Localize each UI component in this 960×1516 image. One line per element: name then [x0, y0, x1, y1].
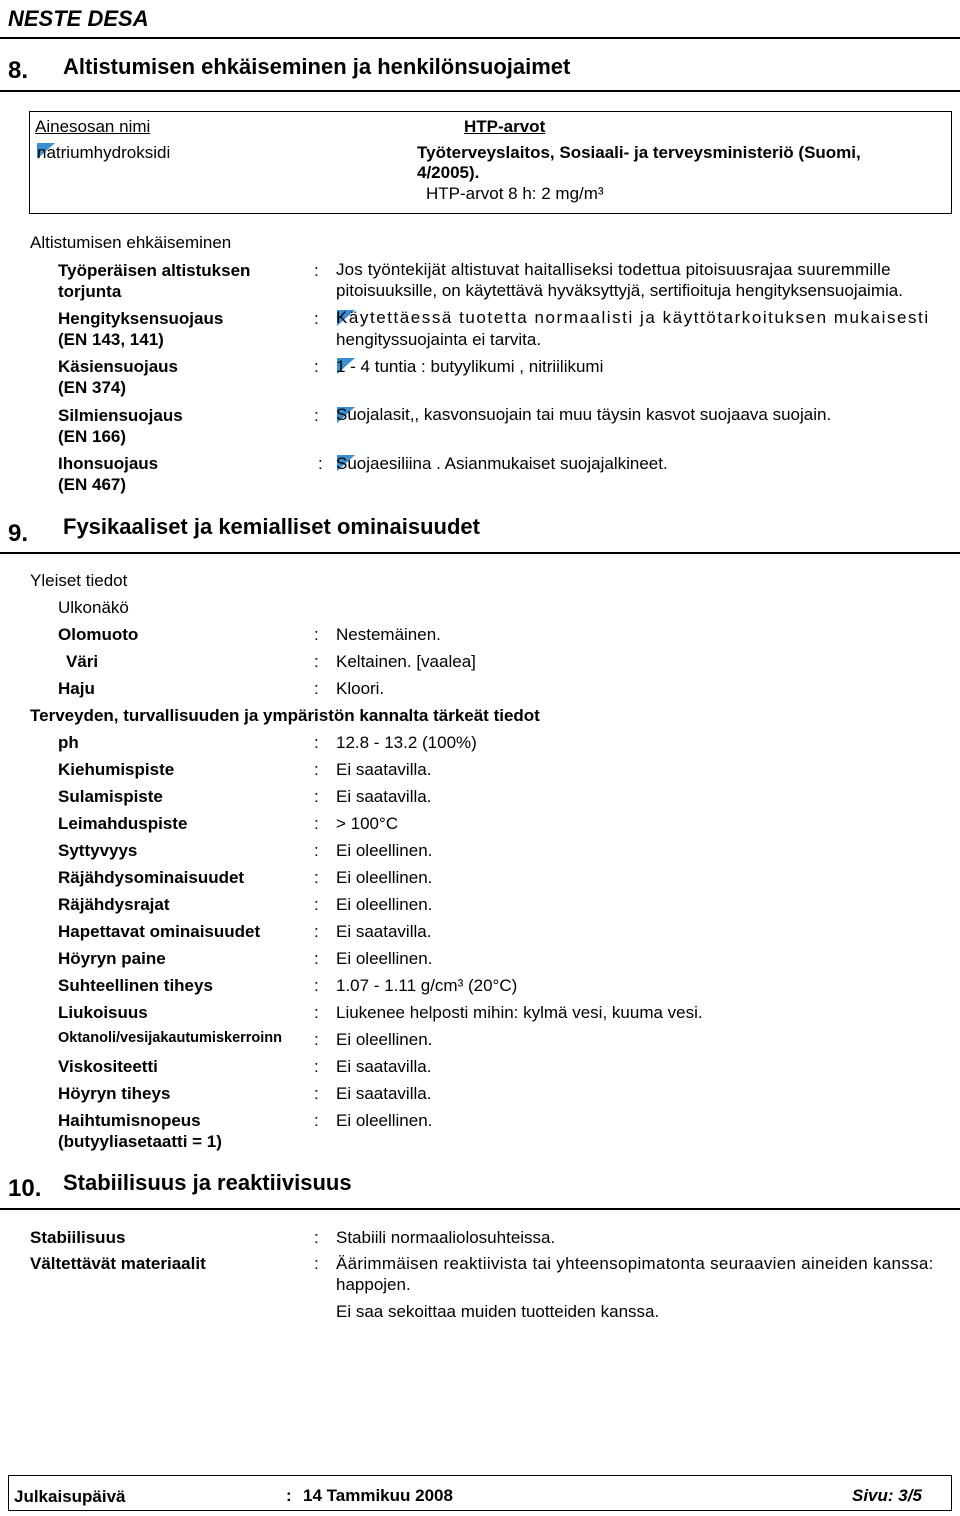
- prop-label: Suhteellinen tiheys: [58, 976, 213, 995]
- color-label: Väri: [66, 652, 99, 671]
- section-8-number: 8.: [8, 57, 29, 84]
- prop-label: Räjähdysominaisuudet: [58, 868, 245, 887]
- htp-value: HTP-arvot 8 h: 2 mg/m³: [426, 184, 604, 203]
- avoid-label: Vältettävät materiaalit: [30, 1254, 206, 1273]
- colon: :: [314, 976, 319, 995]
- prop-value: 12.8 - 13.2 (100%): [336, 733, 477, 752]
- colon: :: [314, 868, 319, 887]
- section-9-rule: [0, 552, 960, 554]
- item-text: pitoisuuksille, on käytettävä hyväksyttyjä, sertifioituja hengityksensuojaimia.: [336, 281, 903, 300]
- colon: :: [314, 1254, 319, 1273]
- prop-label: Oktanoli/vesijakautumiskerroinn: [58, 1030, 283, 1046]
- item-text: Suojalasit,, kasvonsuojain tai muu täysin kasvot suojaava suojain.: [336, 405, 832, 424]
- colon: :: [318, 454, 323, 473]
- colon: :: [314, 406, 319, 425]
- prop-label: Höyryn tiheys: [58, 1084, 171, 1103]
- prop-value: Ei oleellinen.: [336, 868, 433, 887]
- colon: :: [314, 841, 319, 860]
- prop-label: Haihtumisnopeus: [58, 1111, 201, 1130]
- colon: :: [314, 1111, 319, 1130]
- prop-label: Räjähdysrajat: [58, 895, 170, 914]
- colon: :: [314, 309, 319, 328]
- prop-value: Ei saatavilla.: [336, 787, 432, 806]
- prop-label: (butyyliasetaatti = 1): [58, 1132, 222, 1151]
- prop-value: Ei oleellinen.: [336, 1030, 433, 1049]
- colon: :: [314, 1084, 319, 1103]
- ingredient-name: natriumhydroksidi: [37, 143, 171, 162]
- item-label: torjunta: [58, 282, 122, 301]
- prop-value: Ei saatavilla.: [336, 1084, 432, 1103]
- brand-name: NESTE DESA: [8, 6, 149, 31]
- item-label: (EN 374): [58, 378, 127, 397]
- footer-date: 14 Tammikuu 2008: [303, 1486, 453, 1505]
- avoid-value: Äärimmäisen reaktiivista tai yhteensopimatonta seuraavien aineiden kanssa:: [336, 1254, 934, 1273]
- prop-label: ph: [58, 733, 79, 752]
- item-label: (EN 467): [58, 475, 127, 494]
- item-label: Silmiensuojaus: [58, 406, 183, 425]
- stability-value: Stabiili normaaliolosuhteissa.: [336, 1228, 556, 1247]
- prop-label: Leimahduspiste: [58, 814, 188, 833]
- colon: :: [314, 949, 319, 968]
- prop-label: Liukoisuus: [58, 1003, 148, 1022]
- colon: :: [314, 814, 319, 833]
- general-heading: Yleiset tiedot: [30, 571, 128, 590]
- avoid-value: happojen.: [336, 1275, 411, 1294]
- htp-source-line1: Työterveyslaitos, Sosiaali- ja terveysministeriö (Suomi,: [417, 143, 861, 162]
- prop-value: > 100°C: [336, 814, 399, 833]
- stability-label: Stabiilisuus: [30, 1228, 126, 1247]
- colon: :: [314, 1228, 319, 1247]
- item-text: Käytettäessä tuotetta normaalisti ja käyttötarkoituksen mukaisesti: [336, 308, 930, 327]
- footer-colon: :: [286, 1486, 292, 1505]
- prop-label: Höyryn paine: [58, 949, 166, 968]
- section-10-rule: [0, 1208, 960, 1210]
- section-8-title: Altistumisen ehkäiseminen ja henkilönsuojaimet: [63, 54, 571, 79]
- header-rule: [0, 37, 960, 39]
- prop-value: Ei saatavilla.: [336, 922, 432, 941]
- item-text: hengityssuojainta ei tarvita.: [336, 330, 542, 349]
- item-label: Työperäisen altistuksen: [58, 261, 251, 280]
- colon: :: [314, 679, 319, 698]
- color-value: Keltainen. [vaalea]: [336, 652, 476, 671]
- form-value: Nestemäinen.: [336, 625, 441, 644]
- section-10-title: Stabiilisuus ja reaktiivisuus: [63, 1170, 352, 1195]
- item-text: Jos työntekijät altistuvat haitalliseksi todettua pitoisuusrajaa suuremmille: [336, 260, 891, 279]
- prop-label: Hapettavat ominaisuudet: [58, 922, 261, 941]
- prop-label: Kiehumispiste: [58, 760, 175, 779]
- prop-value: Ei oleellinen.: [336, 949, 433, 968]
- colon: :: [314, 1030, 319, 1049]
- colon: :: [314, 760, 319, 779]
- item-label: Ihonsuojaus: [58, 454, 159, 473]
- prop-value: Ei saatavilla.: [336, 760, 432, 779]
- item-label: Hengityksensuojaus: [58, 309, 224, 328]
- item-text: 1 - 4 tuntia : butyylikumi , nitriilikumi: [336, 357, 604, 376]
- form-label: Olomuoto: [58, 625, 139, 644]
- prop-value: Ei saatavilla.: [336, 1057, 432, 1076]
- htp-source-line2: 4/2005).: [417, 163, 480, 182]
- footer: [8, 1475, 952, 1511]
- colon: :: [314, 1003, 319, 1022]
- section-10-number: 10.: [8, 1175, 42, 1202]
- appearance-label: Ulkonäkö: [58, 598, 129, 617]
- prop-label: Viskositeetti: [58, 1057, 158, 1076]
- footer-date-label: Julkaisupäivä: [14, 1487, 126, 1506]
- prop-value: Liukenee helposti mihin: kylmä vesi, kuuma vesi.: [336, 1003, 703, 1022]
- odor-label: Haju: [58, 679, 95, 698]
- colon: :: [314, 733, 319, 752]
- colon: :: [314, 922, 319, 941]
- odor-value: Kloori.: [336, 679, 385, 698]
- prop-label: Sulamispiste: [58, 787, 163, 806]
- prop-value: 1.07 - 1.11 g/cm³ (20°C): [336, 976, 518, 995]
- prop-value: Ei oleellinen.: [336, 841, 433, 860]
- prop-value: Ei oleellinen.: [336, 1111, 433, 1130]
- colon: :: [314, 895, 319, 914]
- prop-label: Syttyvyys: [58, 841, 138, 860]
- health-heading: Terveyden, turvallisuuden ja ympäristön kannalta tärkeät tiedot: [30, 706, 540, 725]
- colon: :: [314, 1057, 319, 1076]
- section-9-number: 9.: [8, 520, 29, 547]
- footer-page: Sivu: 3/5: [852, 1486, 922, 1505]
- colon: :: [314, 357, 319, 376]
- colon: :: [314, 261, 319, 280]
- table-header-htp: HTP-arvot: [464, 117, 546, 136]
- section-9-title: Fysikaaliset ja kemialliset ominaisuudet: [63, 514, 480, 539]
- exposure-heading: Altistumisen ehkäiseminen: [30, 233, 232, 252]
- item-label: (EN 143, 141): [58, 330, 164, 349]
- colon: :: [314, 625, 319, 644]
- colon: :: [314, 652, 319, 671]
- prop-value: Ei oleellinen.: [336, 895, 433, 914]
- table-header-ingredient: Ainesosan nimi: [35, 117, 151, 136]
- item-label: (EN 166): [58, 427, 127, 446]
- item-label: Käsiensuojaus: [58, 357, 178, 376]
- avoid-value: Ei saa sekoittaa muiden tuotteiden kanssa.: [336, 1302, 660, 1321]
- item-text: Suojaesiliina . Asianmukaiset suojajalkineet.: [336, 454, 668, 473]
- section-8-rule: [0, 90, 960, 92]
- colon: :: [314, 787, 319, 806]
